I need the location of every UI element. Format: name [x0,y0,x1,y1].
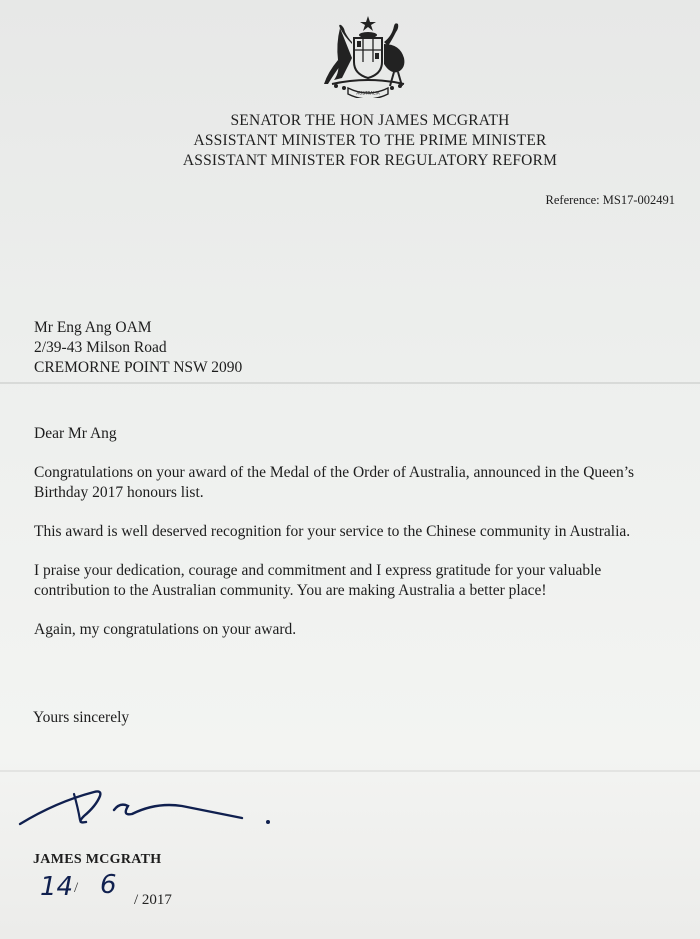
coat-of-arms-icon [318,14,418,98]
recipient-locality: CREMORNE POINT NSW 2090 [34,359,243,376]
date-month: 6 [100,870,117,900]
letterhead [110,111,630,171]
closing-line: Yours sincerely [33,709,130,726]
date-separator: / [74,880,79,896]
body-paragraph-3: I praise your dedication, courage and commitment and I express gratitude for your valuable contribution to the Australian community. You are making Australia a better place! [34,562,602,599]
body-paragraph-4: Again, my congratulations on your award. [34,621,297,638]
letterhead-line-2: ASSISTANT MINISTER TO THE PRIME MINISTER [193,132,547,149]
body-paragraph-1: Congratulations on your award of the Medal of the Order of Australia, announced in the Queen’s Birthday 2017 honours list. [34,464,635,501]
body-paragraph-2: This award is well deserved recognition for your service to the Chinese community in Australia. [34,523,631,540]
crest-motto: AUSTRALIA [356,90,380,96]
letterhead-line-3: ASSISTANT MINISTER FOR REGULATORY REFORM [182,152,558,169]
recipient-street: 2/39-43 Milson Road [34,339,167,356]
signer-name: JAMES MCGRATH [33,852,162,867]
date-day: 14 [40,872,74,902]
reference-number: Reference: MS17-002491 [545,193,675,207]
paper-fold-upper [0,382,700,384]
handwritten-signature [16,772,286,842]
recipient-address [34,318,242,378]
letter-body [34,424,674,659]
signature-date [40,858,260,918]
date-year: / 2017 [134,892,172,908]
letterhead-line-1: SENATOR THE HON JAMES MCGRATH [230,112,510,129]
salutation: Dear Mr Ang [34,425,117,442]
recipient-name: Mr Eng Ang OAM [34,319,152,336]
